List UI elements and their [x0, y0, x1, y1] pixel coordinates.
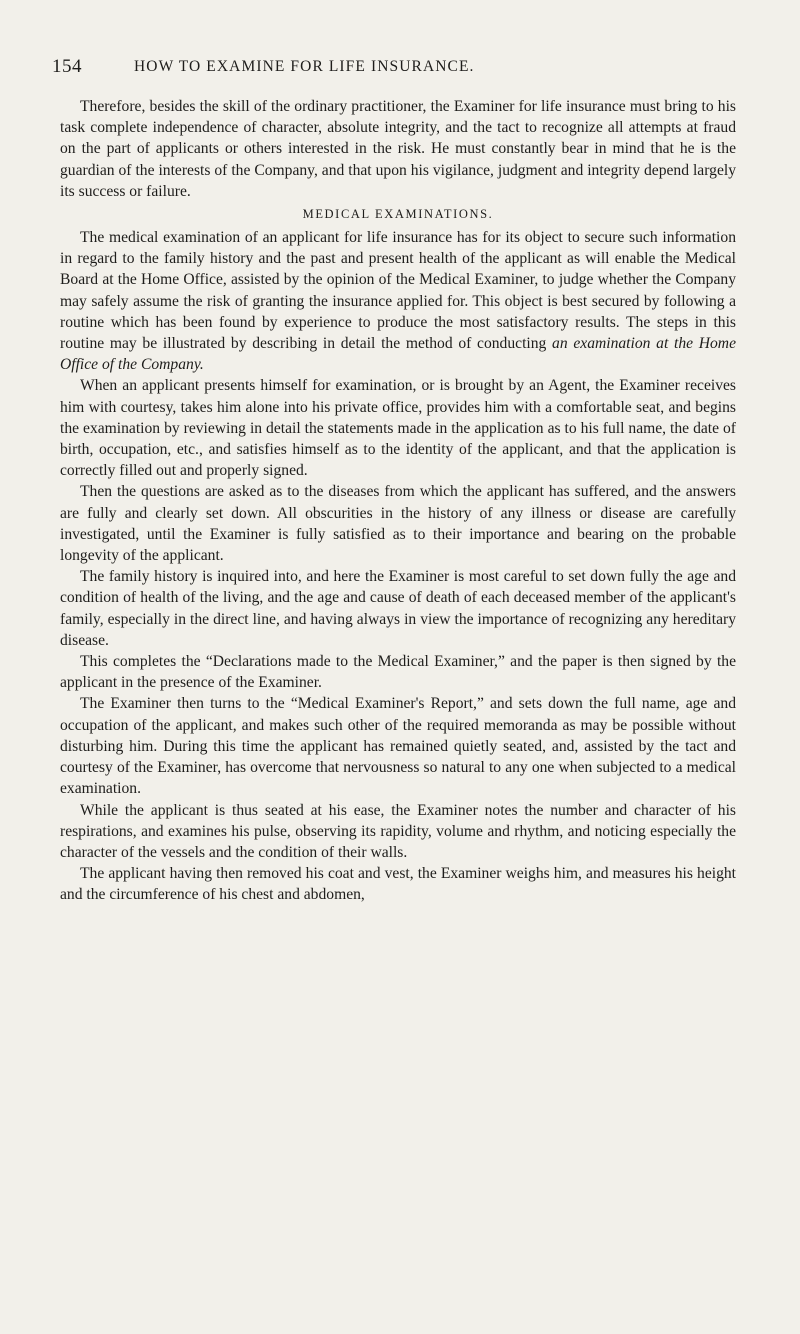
paragraph-3: When an applicant presents himself for examination, or is brought by an Agent, the Examiner receives him with courtesy, takes him alone into his private office, provides him with a comfortable seat, and begins the examination by reviewing in detail the statements made in the application as to his full name, the date of birth, occupation, etc., and satisfies himself as to the identity of the applicant, and that the application is correctly filled out and properly signed.: [60, 377, 736, 480]
running-head: [52, 56, 752, 82]
paragraph-4: Then the questions are asked as to the diseases from which the applicant has suffered, and the answers are fully and clearly set down. All obscurities in the history of any illness or disease are carefully investigated, until the Examiner is fully satisfied as to their importance and bearing on the probable longevity of the applicant.: [60, 483, 736, 565]
paragraph-8: While the applicant is thus seated at his ease, the Examiner notes the number and character of his respirations, and examines his pulse, observing its rapidity, volume and rhythm, and noticing especially the character of the vessels and the condition of their walls.: [60, 801, 736, 861]
page-number: 154: [52, 56, 82, 77]
running-head-title: HOW TO EXAMINE FOR LIFE INSURANCE.: [134, 58, 475, 75]
body-text: [60, 96, 736, 906]
paragraph-2-italic: an examination at the Home Office of the Company.: [60, 335, 736, 374]
paragraph-1: Therefore, besides the skill of the ordinary practitioner, the Examiner for life insurance must bring to his task complete independence of character, absolute integrity, and the tact to recognize all attempts at fraud on the part of applicants or others interested in the risk. He must constantly bear in mind that he is the guardian of the interests of the Company, and that upon his vigilance, judgment and integrity depend largely its success or failure.: [60, 98, 736, 200]
paragraph-6: This completes the “Declarations made to the Medical Examiner,” and the paper is then signed by the applicant in the presence of the Examiner.: [60, 653, 736, 692]
section-heading: MEDICAL EXAMINATIONS.: [302, 207, 494, 222]
paragraph-2: [60, 227, 736, 375]
paragraph-7: The Examiner then turns to the “Medical Examiner's Report,” and sets down the full name, age and occupation of the applicant, and makes such other of the required memoranda as may be possible without disturbing him. During this time the applicant has remained quietly seated, and, assisted by the tact and courtesy of the Examiner, has overcome that nervousness so natural to any one when subjected to a medical examination.: [60, 695, 736, 798]
paragraph-2-text: The medical examination of an applicant for life insurance has for its object to secure such information in regard to the family history and the past and present health of the applicant as will enable the Medical Board at the Home Office, assisted by the opinion of the Medical Examiner, to judge whether the Company may safely assume the risk of granting the insurance applied for. This object is best secured by following a routine which has been found by experience to produce the most satisfactory results. The steps in this routine may be illustrated by describing in detail the method of conducting: [60, 229, 736, 353]
paragraph-9: The applicant having then removed his coat and vest, the Examiner weighs him, and measures his height and the circumference of his chest and abdomen,: [60, 865, 736, 904]
paragraph-5: The family history is inquired into, and here the Examiner is most careful to set down fully the age and condition of health of the living, and the age and cause of death of each deceased member of the applicant's family, especially in the direct line, and having always in view the importance of recognizing any hereditary disease.: [60, 568, 736, 649]
